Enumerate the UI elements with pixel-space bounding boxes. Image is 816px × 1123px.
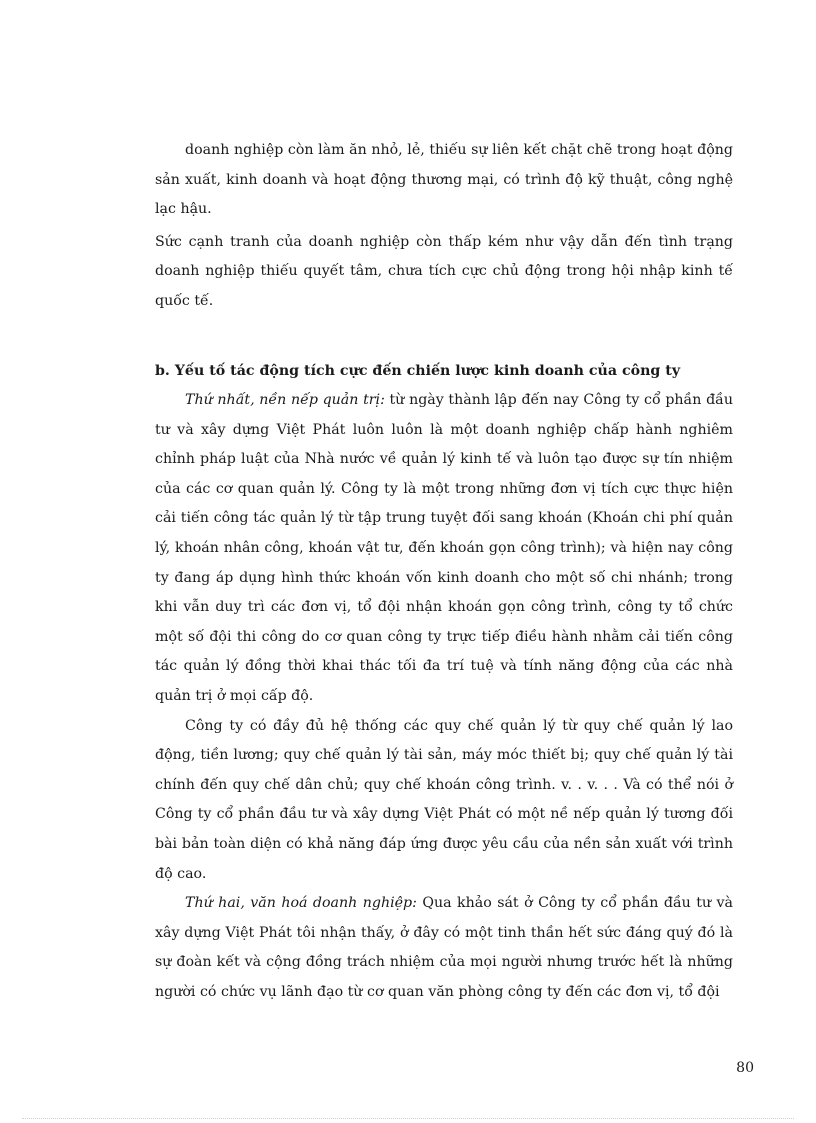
paragraph-management [155,386,733,712]
continued-text-block [155,136,733,317]
paragraph-competitiveness: Sức cạnh tranh của doanh nghiệp còn thấp kém như vậy dẫn đến tình trạng doanh nghiệp thiếu quyết tâm, chưa tích cực chủ động trong hội nhập kinh tế quốc tế. [155,233,733,309]
paragraph-body-culture: Qua khảo sát ở Công ty cổ phần đầu tư và xây dựng Việt Phát tôi nhận thấy, ở đây có một tinh thần hết sức đáng quý đó là sự đoàn kết và cộng đồng trách nhiệm của mọi người nhưng trước hết là những người có chức vụ lãnh đạo từ cơ quan văn phòng công ty đến các đơn vị, tổ đội [155,895,734,1000]
page-number: 80 [736,1060,754,1076]
paragraph-continued: doanh nghiệp còn làm ăn nhỏ, lẻ, thiếu sự liên kết chặt chẽ trong hoạt động sản xuất, kinh doanh và hoạt động thương mại, có trình độ kỹ thuật, công nghệ lạc hậu. [155,142,733,218]
page-edge-divider [22,1118,794,1119]
paragraph-lead-culture: Thứ hai, văn hoá doanh nghiệp: [185,895,417,912]
paragraph-body-management: từ ngày thành lập đến nay Công ty cổ phần đầu tư và xây dựng Việt Phát luôn luôn là một doanh nghiệp chấp hành nghiêm chỉnh pháp luật của Nhà nước về quản lý kinh tế và luôn tạo được sự tín nhiệm của các cơ quan quản lý. Công ty là một trong những đơn vị tích cực thực hiện cải tiến công tác quản lý từ tập trung tuyệt đối sang khoán (Khoán chi phí quản lý, khoán nhân công, khoán vật tư, đến khoán gọn công trình); và hiện nay công ty đang áp dụng hình thức khoán vốn kinh doanh cho một số chi nhánh; trong khi vẫn duy trì các đơn vị, tổ đội nhận khoán gọn công trình, công ty tổ chức một số đội thi công do cơ quan công ty trực tiếp điều hành nhằm cải tiến công tác quản lý đồng thời khai thác tối đa trí tuệ và tính năng động của các nhà quản trị ở mọi cấp độ. [155,392,733,704]
paragraph-culture [155,889,733,1007]
section-heading: b. Yếu tố tác động tích cực đến chiến lược kinh doanh của công ty [155,363,681,379]
paragraph-regulations: Công ty có đầy đủ hệ thống các quy chế quản lý từ quy chế quản lý lao động, tiền lương; quy chế quản lý tài sản, máy móc thiết bị; quy chế quản lý tài chính đến quy chế dân chủ; quy chế khoán công trình. v. . v. . . Và có thể nói ở Công ty cổ phần đầu tư và xây dựng Việt Phát có một nề nếp quản lý tương đối bài bản toàn diện có khả năng đáp ứng được yêu cầu của nền sản xuất với trình độ cao. [155,717,733,882]
paragraph-lead-management: Thứ nhất, nền nếp quản trị: [185,392,385,408]
section-b [155,356,733,1007]
